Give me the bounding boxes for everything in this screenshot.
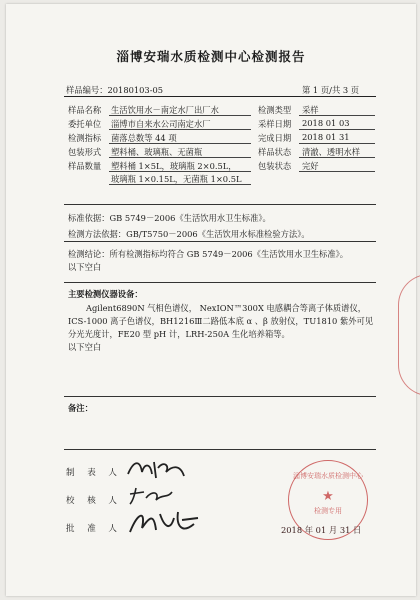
info-label: 样品数量 [68, 161, 102, 171]
instruments-line: ICS-1000 离子色谱仪，BH1216Ⅲ二路低本底 α 、β 放射仪，TU1810 紫外可见 [68, 316, 374, 326]
seal-label: 检测专用 [314, 507, 342, 515]
edge-seal-stamp [398, 274, 420, 396]
signature-label-preparer: 制 表 人 [66, 468, 122, 478]
section-divider [64, 204, 376, 205]
info-value: 清澈、透明水样 [302, 147, 361, 157]
info-value: 2018 01 03 [302, 118, 350, 128]
report-title: 淄博安瑞水质检测中心检测报告 [116, 49, 306, 64]
info-label: 样品状态 [258, 147, 292, 157]
signature-label-checker: 校 核 人 [66, 496, 122, 506]
sample-number: 样品编号：20180103-05 [66, 85, 164, 95]
instruments-line: 分光光度计，FE20 型 pH 计，LRH-250A 生化培养箱等。 [68, 329, 290, 339]
info-label: 检测类型 [258, 105, 292, 115]
info-value: 菌落总数等 44 项 [111, 133, 177, 143]
standard-basis: 标准依据：GB 5749－2006《生活饮用水卫生标准》。 [68, 213, 271, 223]
info-label: 包装形式 [68, 147, 102, 157]
instruments-line: Agilent6890N 气相色谱仪， NexION™300X 电感耦合等离子体质谱仪， [86, 303, 367, 313]
field-underline [299, 157, 375, 158]
field-underline [109, 115, 251, 116]
info-label: 采样日期 [258, 119, 292, 129]
preparer-signature-image [124, 456, 194, 482]
field-underline [299, 115, 375, 116]
method-basis: 检测方法依据：GB/T5750－2006《生活饮用水标准检验方法》。 [68, 229, 310, 239]
conclusion-blank-note: 以下空白 [68, 262, 102, 272]
header-divider [64, 96, 376, 97]
section-divider [64, 282, 376, 283]
info-label: 样品名称 [68, 105, 102, 115]
field-underline [109, 171, 251, 172]
field-underline [109, 129, 251, 130]
section-divider [64, 396, 376, 397]
info-value: 生活饮用水－南定水厂出厂水 [111, 105, 219, 115]
info-value: 塑料桶 1×5L，玻璃瓶 2×0.5L， [111, 161, 237, 171]
report-date: 2018 年 01 月 31 日 [281, 525, 362, 535]
field-underline [299, 143, 375, 144]
info-value: 采样 [302, 105, 319, 115]
seal-text: 淄博安瑞水质检测中心 [293, 472, 363, 480]
info-value-continued: 玻璃瓶 1×0.15L，无菌瓶 1×0.5L [111, 174, 242, 184]
conclusion-text: 检测结论：所有检测指标均符合 GB 5749－2006《生活饮用水卫生标准》。 [68, 249, 349, 259]
section-divider [64, 449, 376, 450]
info-label: 完成日期 [258, 133, 292, 143]
info-value: 完好 [302, 161, 319, 171]
checker-signature-image [126, 484, 176, 508]
field-underline [299, 129, 375, 130]
field-underline [109, 157, 251, 158]
page-indicator: 第 1 页/共 3 页 [302, 85, 360, 95]
signature-label-approver: 批 准 人 [66, 524, 122, 534]
info-label: 检测指标 [68, 133, 102, 143]
field-underline [109, 184, 251, 185]
info-value: 2018 01 31 [302, 132, 350, 142]
info-label: 委托单位 [68, 119, 102, 129]
info-value: 塑料桶、玻璃瓶、无菌瓶 [111, 147, 203, 157]
seal-star-icon: ★ [322, 489, 334, 504]
report-page [6, 4, 416, 596]
field-underline [299, 171, 375, 172]
remarks-label: 备注： [68, 403, 93, 413]
field-underline [109, 143, 251, 144]
info-label: 包装状态 [258, 161, 292, 171]
section-divider [64, 241, 376, 242]
instruments-heading: 主要检测仪器设备： [68, 289, 143, 299]
instruments-blank-note: 以下空白 [68, 342, 102, 352]
info-value: 淄博市自来水公司南定水厂 [111, 119, 211, 129]
approver-signature-image [124, 506, 204, 540]
